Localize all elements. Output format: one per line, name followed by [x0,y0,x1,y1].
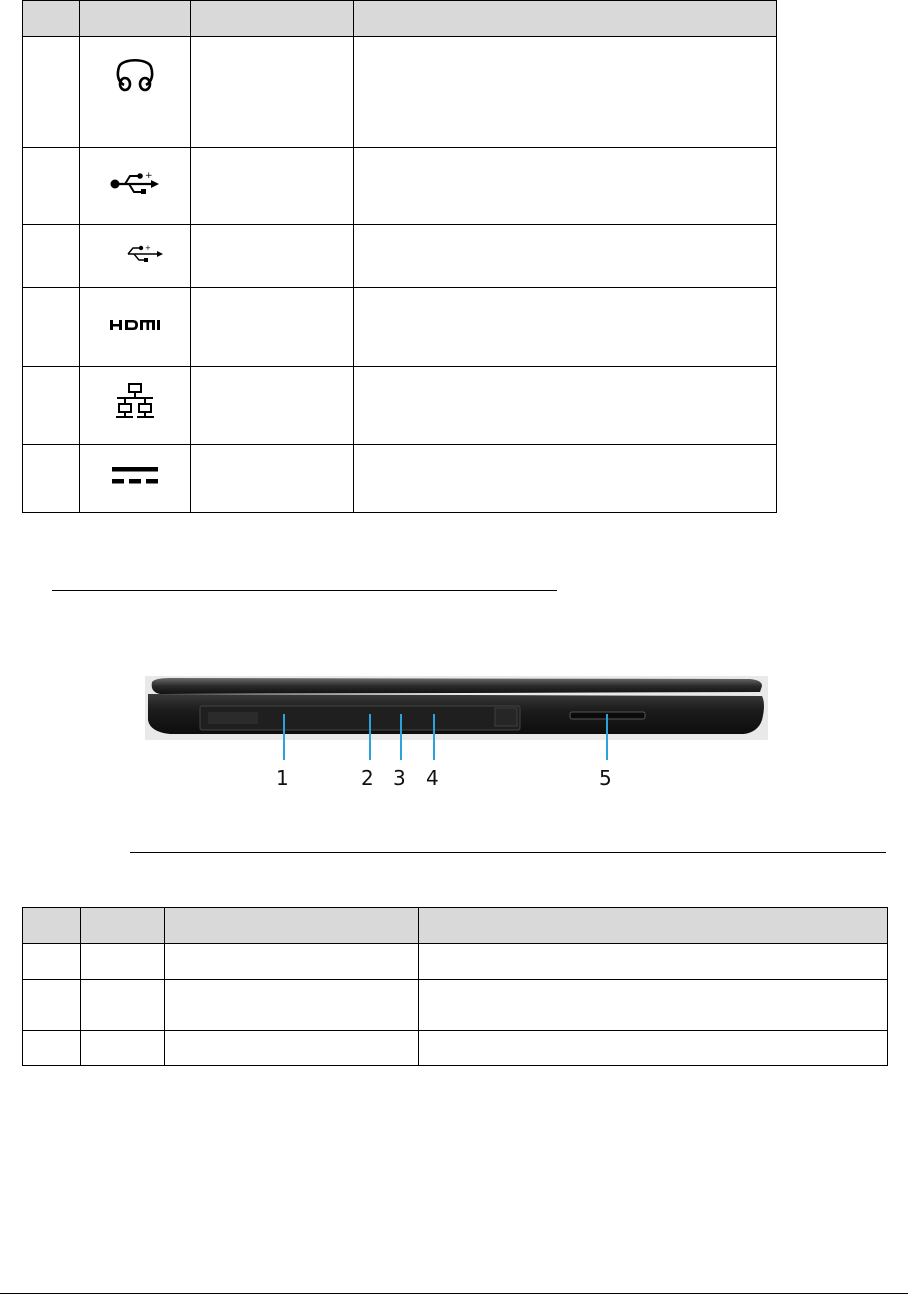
callout-number: 4 [426,766,439,790]
svg-text:+: + [145,243,151,252]
table-row [23,944,888,980]
ports-table [22,0,777,513]
table-row [23,225,777,288]
headphone-icon [113,51,157,95]
section-heading-underline [52,590,557,591]
svg-text:+: + [145,170,153,181]
hdmi-icon [108,317,162,333]
table-header-row [23,908,888,944]
callout-number: 3 [393,766,406,790]
table-row [23,980,888,1031]
table-row [23,445,777,513]
callout-number: 2 [361,766,374,790]
network-icon [113,382,157,424]
laptop-side-view-image [0,670,908,800]
section-divider [130,852,886,853]
table-row [23,1031,888,1066]
table-row [23,37,777,148]
callout-number: 5 [599,766,612,790]
table-row [23,148,777,225]
usb-icon [122,241,166,267]
callout-number: 1 [276,766,289,790]
table-row [23,367,777,445]
usb-powered-icon [109,169,161,199]
dc-power-icon [110,464,160,488]
footer-rule [0,1293,908,1294]
features-table [22,907,888,1066]
table-header-row [23,1,777,37]
table-row [23,288,777,367]
